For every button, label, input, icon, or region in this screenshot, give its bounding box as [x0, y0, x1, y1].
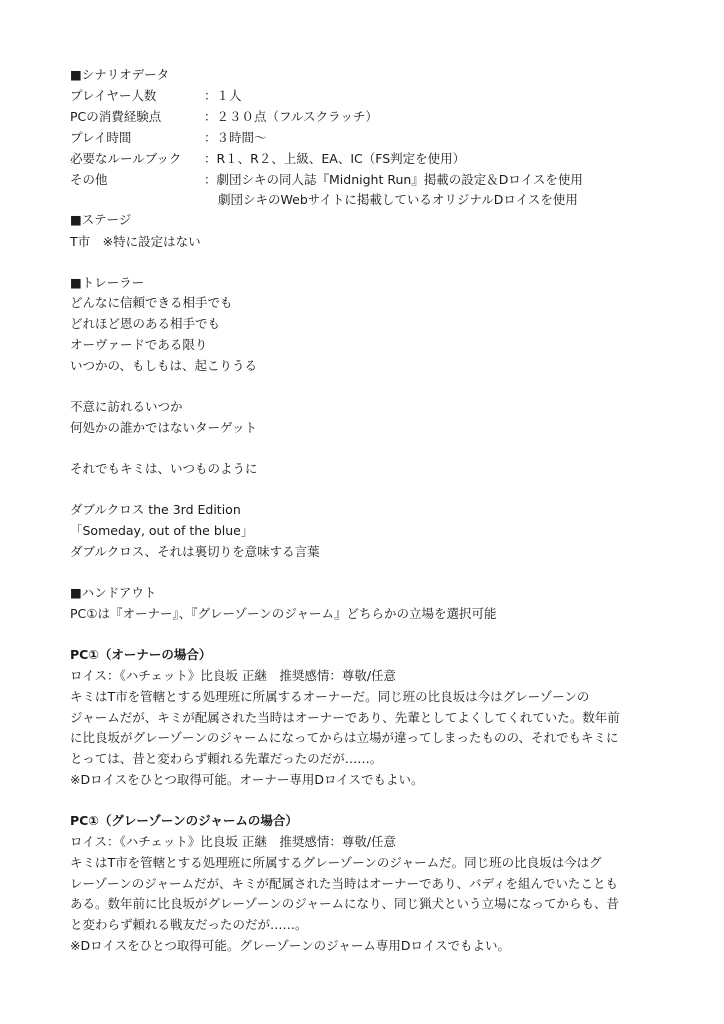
trailer-line: 不意に訪れるいつか: [70, 399, 183, 414]
handout-intro: PC①は『オーナー』、『グレーゾーンのジャーム』どちらかの立場を選択可能: [70, 606, 497, 621]
scenario-row-rulebooks: [70, 149, 465, 169]
row-label: プレイヤー人数: [70, 88, 157, 103]
row-label: その他: [70, 172, 108, 187]
trailer-line: 何処かの誰かではないターゲット: [70, 420, 258, 435]
pc1-owner-body-line: ジャームだが、キミが配属された当時はオーナーであり、先輩としてよくしてくれていた。数年前: [70, 710, 620, 725]
pc1-owner-note: ※Dロイスをひとつ取得可能。オーナー専用Dロイスでもよい。: [70, 772, 424, 787]
scenario-data-heading: ■シナリオデータ: [70, 67, 170, 82]
pc1-germ-note: ※Dロイスをひとつ取得可能。グレーゾーンのジャーム専用Dロイスでもよい。: [70, 938, 510, 953]
scenario-row-exp: [70, 107, 378, 127]
pc1-germ-body-line: ある。数年前に比良坂がグレーゾーンのジャームになり、同じ猟犬という立場になってからも、昔: [70, 896, 620, 911]
trailer-heading: ■トレーラー: [70, 275, 145, 290]
row-label: プレイ時間: [70, 130, 132, 145]
pc1-germ-lois: ロイス：《ハチェット》比良坂 正継 推奨感情：尊敬/任意: [70, 834, 397, 849]
pc1-germ-body-line: と変わらず頼れる戦友だったのだが……。: [70, 917, 308, 932]
row-value: ：３時間〜: [204, 130, 267, 145]
trailer-line: 「Someday, out of the blue」: [70, 523, 254, 538]
pc1-germ-body-line: レーゾーンのジャームだが、キミが配属された当時はオーナーであり、バディを組んでいたことも: [70, 876, 619, 891]
trailer-line: いつかの、もしもは、起こりうる: [70, 358, 258, 373]
row-value: ：劇団シキの同人誌『Midnight Run』掲載の設定＆Dロイスを使用: [204, 172, 583, 187]
row-value: ：R１、R２、上級、EA、IC（FS判定を使用）: [204, 151, 466, 166]
trailer-line: オーヴァードである限り: [70, 337, 208, 352]
row-label: PCの消費経験点: [70, 109, 162, 124]
trailer-line: どんなに信頼できる相手でも: [70, 295, 233, 310]
scenario-row-players: [70, 86, 242, 106]
trailer-line: ダブルクロス the 3rd Edition: [70, 502, 241, 517]
pc1-germ-body-line: キミはT市を管轄とする処理班に所属するグレーゾーンのジャームだ。同じ班の比良坂は今はグ: [70, 855, 602, 870]
handout-heading: ■ハンドアウト: [70, 585, 157, 600]
trailer-line: どれほど恩のある相手でも: [70, 316, 221, 331]
row-value: ：１人: [204, 88, 242, 103]
pc1-owner-lois: ロイス：《ハチェット》比良坂 正継 推奨感情：尊敬/任意: [70, 668, 397, 683]
pc1-owner-body-line: キミはT市を管轄とする処理班に所属するオーナーだ。同じ班の比良坂は今はグレーゾーンの: [70, 689, 590, 704]
scenario-row-other: [70, 170, 583, 190]
row-value: ：２３０点（フルスクラッチ）: [204, 109, 378, 124]
scenario-row-time: [70, 128, 267, 148]
scenario-row-other-continued: 劇団シキのWebサイトに掲載しているオリジナルDロイスを使用: [218, 192, 578, 207]
pc1-owner-body-line: とっては、昔と変わらず頼れる先輩だったのだが……。: [70, 751, 383, 766]
stage-heading: ■ステージ: [70, 212, 132, 227]
pc1-germ-title: PC①（グレーゾーンのジャームの場合）: [70, 813, 298, 828]
row-label: 必要なルールブック: [70, 151, 182, 166]
trailer-line: それでもキミは、いつものように: [70, 461, 258, 476]
stage-text: T市 ※特に設定はない: [70, 234, 201, 249]
pc1-owner-title: PC①（オーナーの場合）: [70, 647, 212, 662]
pc1-owner-body-line: に比良坂がグレーゾーンのジャームになってからは立場が違ってしまったものの、それでもキミに: [70, 730, 619, 745]
trailer-line: ダブルクロス、それは裏切りを意味する言葉: [70, 544, 320, 559]
